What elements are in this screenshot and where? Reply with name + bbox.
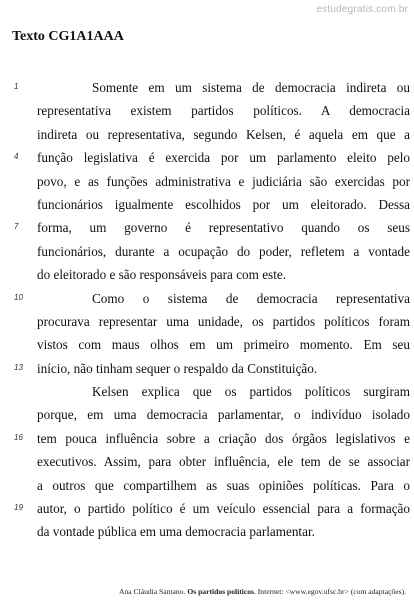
text-line xyxy=(0,450,414,473)
text-line xyxy=(0,287,414,310)
line-text: indireta ou representativa, segundo Kelsen, é aquela em que a xyxy=(37,126,410,142)
text-line xyxy=(0,520,414,543)
line-text: da vontade pública em uma democracia parlamentar. xyxy=(37,524,315,540)
line-number: 16 xyxy=(14,432,23,442)
text-line xyxy=(0,263,414,286)
line-text: Kelsen explica que os partidos políticos surgiram xyxy=(92,384,410,400)
text-line xyxy=(0,99,414,122)
line-text: procurava representar uma unidade, os partidos políticos foram xyxy=(37,313,410,329)
line-number: 4 xyxy=(14,152,19,162)
text-body xyxy=(0,76,414,544)
line-text: vistos com maus olhos em um primeiro momento. Em seu xyxy=(37,337,410,353)
text-line xyxy=(0,497,414,520)
text-line xyxy=(0,333,414,356)
line-number: 10 xyxy=(14,292,23,302)
line-text: executivos. Assim, para obter influência, ele tem de se associar xyxy=(37,454,410,470)
text-line xyxy=(0,357,414,380)
document-title: Texto CG1A1AAA xyxy=(12,29,124,44)
line-text: a outros que compartilhem as suas opiniões políticas. Para o xyxy=(37,477,410,493)
text-line xyxy=(0,170,414,193)
text-line xyxy=(0,123,414,146)
text-line xyxy=(0,216,414,239)
text-line xyxy=(0,146,414,169)
text-line xyxy=(0,427,414,450)
line-text: tem pouca influência sobre a criação dos órgãos legislativos e xyxy=(37,430,410,446)
citation-rest: . Internet: <www.egov.ufsc.br> (com adaptações). xyxy=(253,587,406,596)
line-text: início, não tinham sequer o respaldo da Constituição. xyxy=(37,360,318,376)
line-text: funcionários igualmente escolhidos por um eleitorado. Dessa xyxy=(37,196,410,212)
line-text: Somente em um sistema de democracia indireta ou xyxy=(92,80,410,95)
line-text: autor, o partido político é um veículo essencial para a formação xyxy=(37,501,410,517)
line-text: povo, e as funções administrativa e judiciária são exercidas por xyxy=(37,173,410,189)
text-line xyxy=(0,403,414,426)
text-line xyxy=(0,193,414,216)
line-text: forma, um governo é representativo quando os seus xyxy=(37,220,410,236)
line-text: do eleitorado e são responsáveis para com este. xyxy=(37,267,287,283)
line-text: representativa existem partidos políticos. A democracia xyxy=(37,103,410,119)
citation-author: Ana Cláudia Santano. xyxy=(118,587,186,596)
text-line xyxy=(0,474,414,497)
line-text: função legislativa é exercida por um parlamento eleito pelo xyxy=(37,150,410,166)
line-number: 13 xyxy=(14,362,23,372)
line-text: funcionários, durante a ocupação do poder, refletem a vontade xyxy=(37,243,410,259)
watermark: estudegratis.com.br xyxy=(316,4,408,15)
line-number: 19 xyxy=(14,503,23,513)
text-line xyxy=(0,310,414,333)
line-number: 1 xyxy=(14,82,19,91)
citation-work: Os partidos políticos xyxy=(187,587,254,596)
text-line xyxy=(0,380,414,403)
line-text: porque, em uma democracia parlamentar, o indivíduo isolado xyxy=(37,407,410,423)
text-line xyxy=(0,76,414,99)
citation xyxy=(119,587,406,596)
line-text: Como o sistema de democracia representativa xyxy=(92,290,410,306)
line-number: 7 xyxy=(14,222,19,232)
text-line xyxy=(0,240,414,263)
